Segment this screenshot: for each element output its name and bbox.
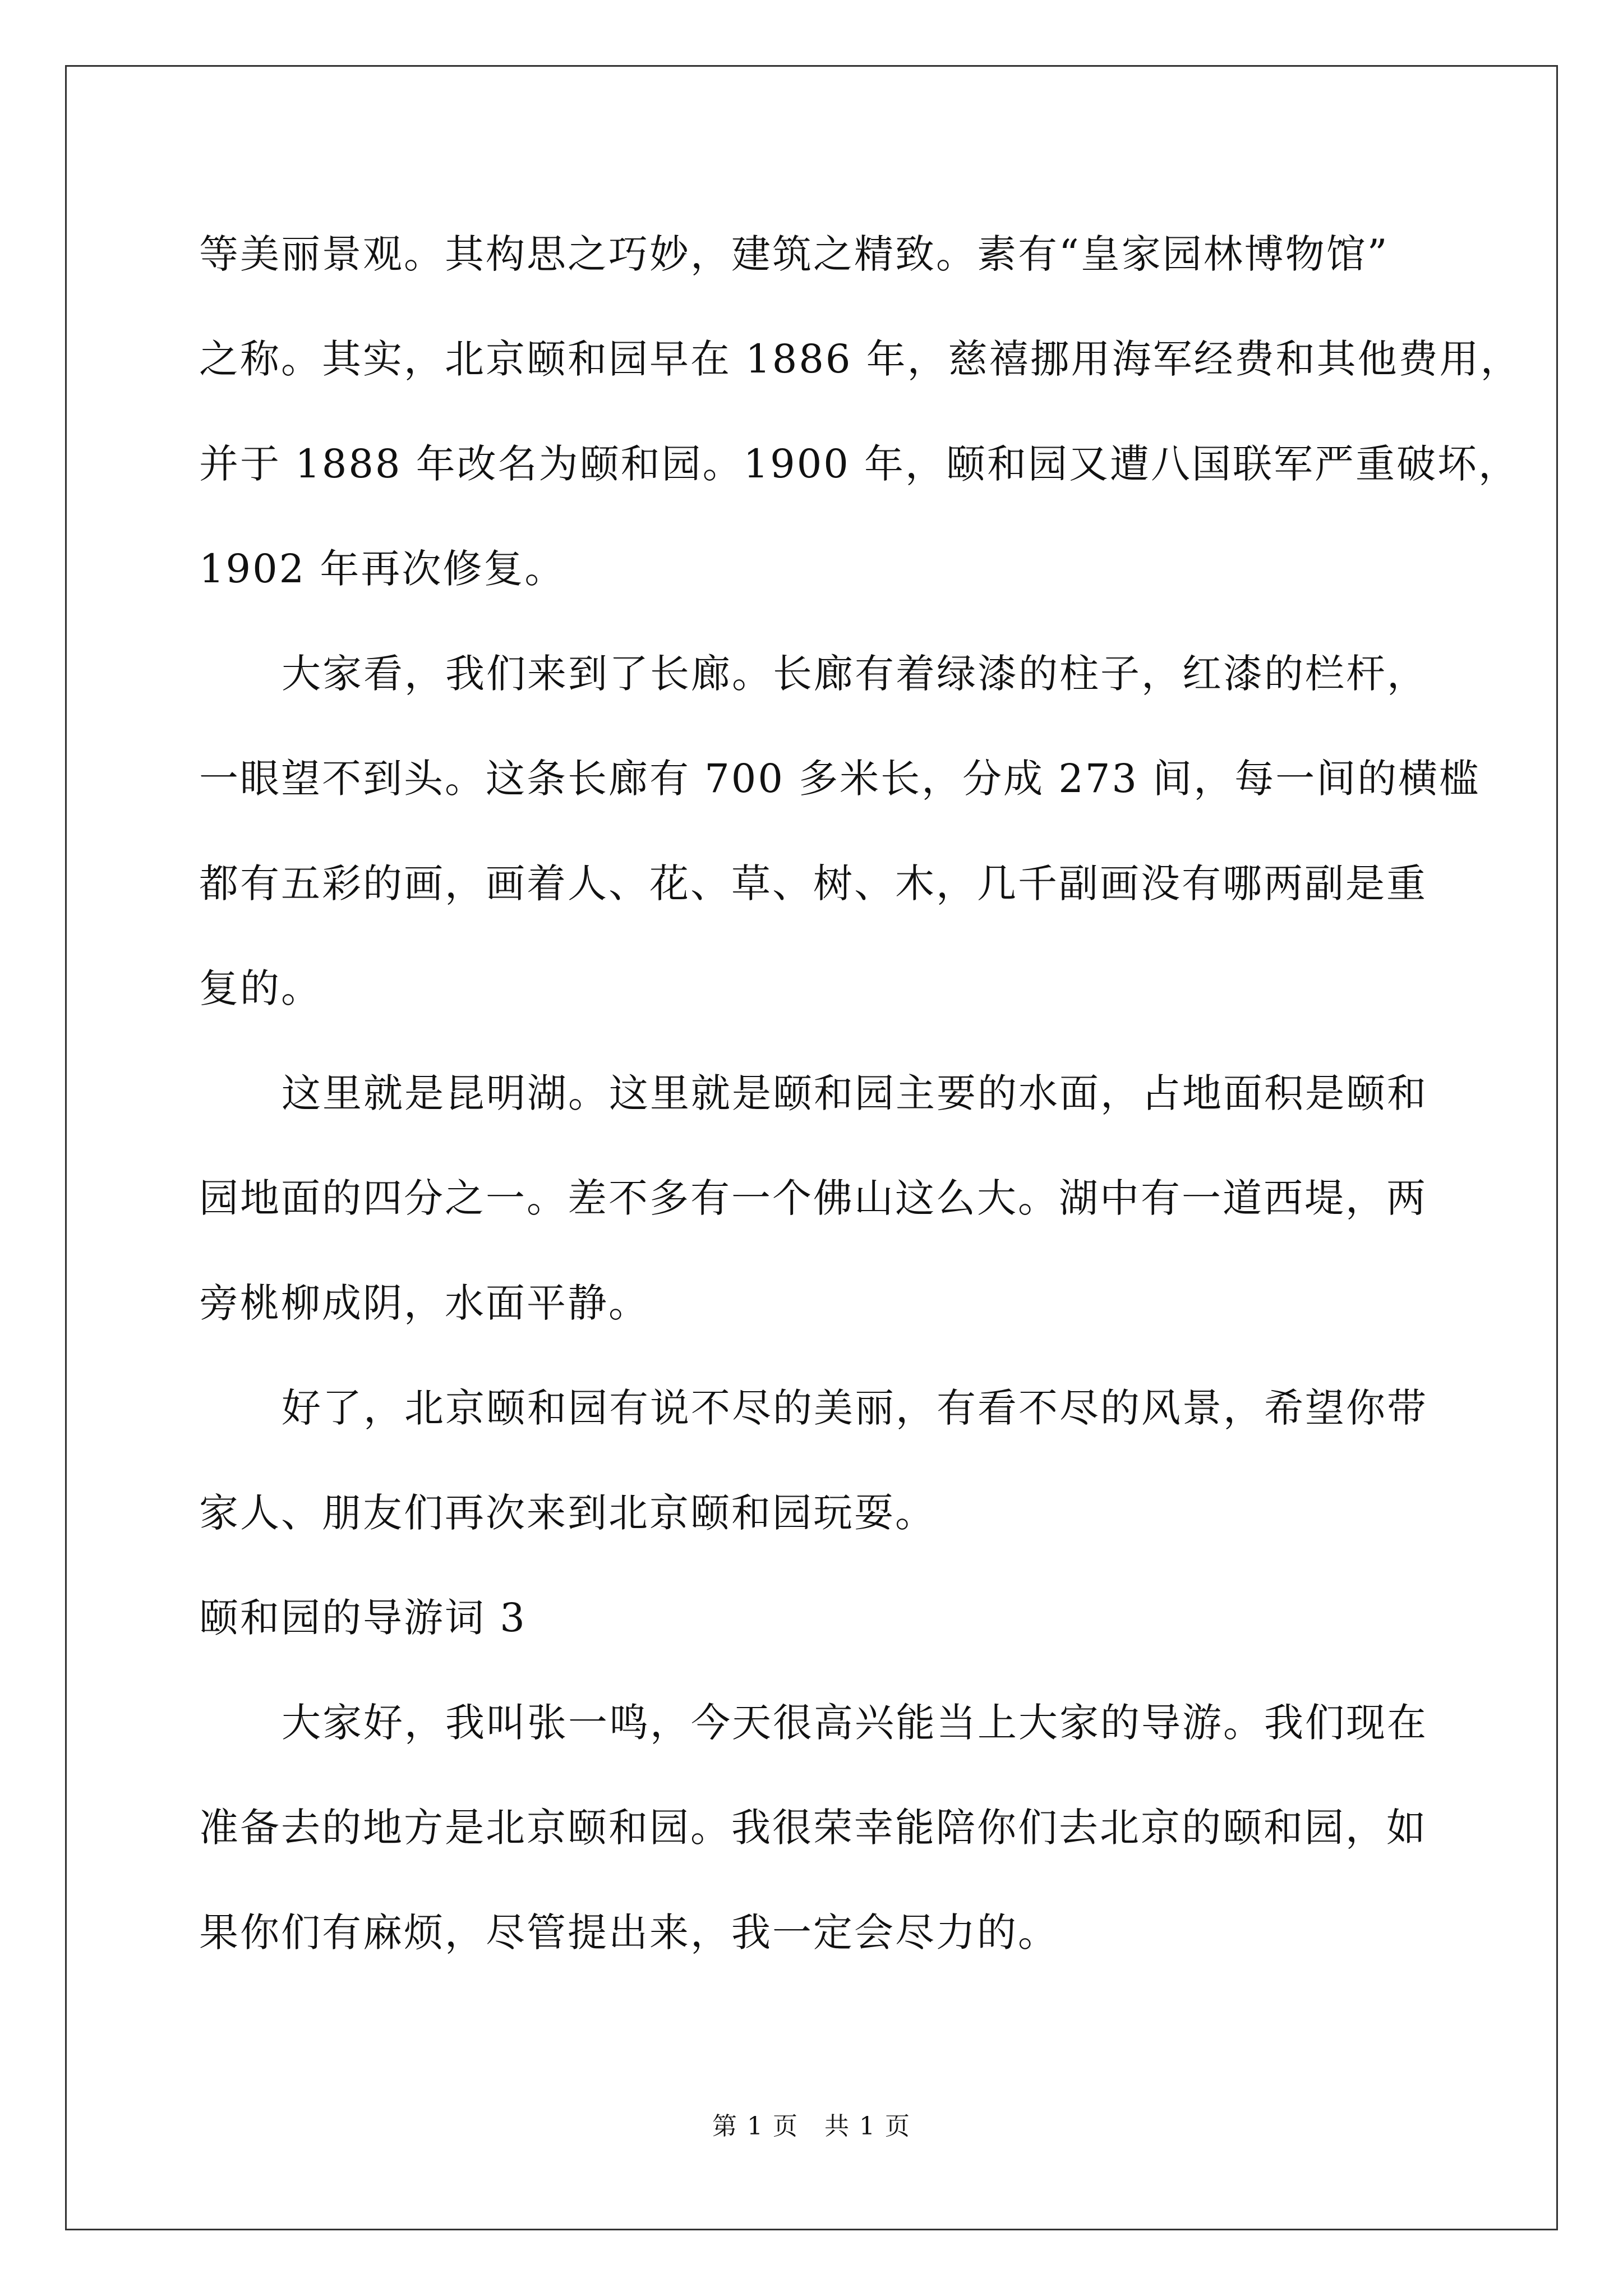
text-line: 都有五彩的画，画着人、花、草、树、木，几千副画没有哪两副是重 xyxy=(199,861,1427,907)
text-line: 家人、朋友们再次来到北京颐和园玩耍。 xyxy=(199,1490,936,1536)
document-body xyxy=(199,202,1521,1985)
section-heading: 颐和园的导游词 3 xyxy=(199,1595,527,1641)
paragraph-first-line: 大家看，我们来到了长廊。长廊有着绿漆的柱子，红漆的栏杆， xyxy=(282,651,1428,697)
paragraph-first-line: 这里就是昆明湖。这里就是颐和园主要的水面，占地面积是颐和 xyxy=(282,1070,1428,1116)
page-number-footer: 第 1 页 共 1 页 xyxy=(712,2112,911,2141)
text-line: 并于 1888 年改名为颐和园。1900 年，颐和园又遭八国联军严重破坏， xyxy=(199,441,1520,487)
paragraph-first-line: 大家好，我叫张一鸣，今天很高兴能当上大家的导游。我们现在 xyxy=(282,1700,1428,1746)
text-line: 果你们有麻烦，尽管提出来，我一定会尽力的。 xyxy=(199,1910,1059,1955)
text-line: 旁桃柳成阴，水面平静。 xyxy=(199,1280,649,1326)
text-line: 一眼望不到头。这条长廊有 700 多米长，分成 273 间，每一间的横槛 xyxy=(199,756,1481,802)
text-line: 园地面的四分之一。差不多有一个佛山这么大。湖中有一道西堤，两 xyxy=(199,1175,1427,1221)
text-line: 之称。其实，北京颐和园早在 1886 年，慈禧挪用海军经费和其他费用， xyxy=(199,336,1521,382)
text-line: 准备去的地方是北京颐和园。我很荣幸能陪你们去北京的颐和园，如 xyxy=(199,1805,1427,1851)
paragraph-first-line: 好了，北京颐和园有说不尽的美丽，有看不尽的风景，希望你带 xyxy=(282,1385,1428,1431)
text-line: 1902 年再次修复。 xyxy=(199,546,566,592)
text-line: 等美丽景观。其构思之巧妙，建筑之精致。素有“皇家园林博物馆” xyxy=(199,231,1389,277)
text-line: 复的。 xyxy=(199,965,322,1011)
